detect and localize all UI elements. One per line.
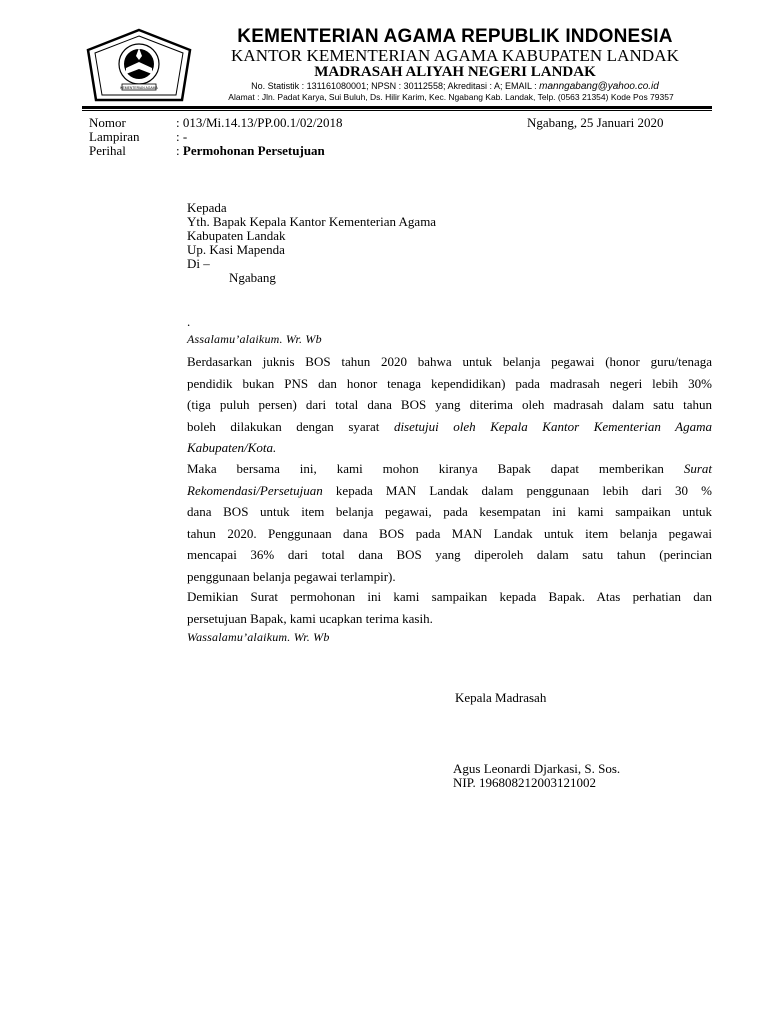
p2-line-5: mencapai 36% dari total dana BOS yang diperoleh dalam satu tahun (perincian: [187, 547, 712, 562]
recipient-line-4: Up. Kasi Mapenda: [187, 242, 285, 257]
p2-line-4: tahun 2020. Penggunaan dana BOS pada MAN Landak untuk item belanja pegawai: [187, 525, 712, 541]
perihal-value: [176, 144, 325, 158]
p2-line-6: penggunaan belanja pegawai terlampir).: [187, 568, 396, 584]
paragraph-3: [187, 586, 712, 629]
recipient-line-3: Kabupaten Landak: [187, 228, 286, 243]
school-stats: [210, 81, 700, 92]
stats-text: No. Statistik : 131161080001; NPSN : 30112558; Akreditasi : A; EMAIL :: [251, 81, 540, 91]
nomor-value: : 013/Mi.14.13/PP.00.1/02/2018: [176, 115, 343, 130]
recipient-line-1: Kepada: [187, 200, 227, 215]
closing-greeting: Wassalamu’alaikum. Wr. Wb: [187, 630, 330, 644]
p1-line-5: Kabupaten/Kota.: [187, 440, 277, 455]
p2-line-3: dana BOS untuk item belanja pegawai, pada kesempatan ini kami sampaikan untuk: [187, 504, 712, 519]
school-heading: MADRASAH ALIYAH NEGERI LANDAK: [314, 64, 596, 80]
signature-name: Agus Leonardi Djarkasi, S. Sos.: [453, 761, 621, 776]
perihal-colon: :: [176, 143, 183, 158]
p2-line-2: [187, 480, 712, 502]
p1-line-3: (tiga puluh persen) dari total dana BOS yang diterima oleh madrasah dalam satu tahun: [187, 397, 712, 412]
stray-dot: .: [187, 314, 191, 329]
p1-line-2: pendidik bukan PNS dan honor tenaga kependidikan) pada madrasah negeri lebih 30%: [187, 375, 712, 391]
nomor-label: Nomor: [89, 115, 126, 130]
ministry-logo: [86, 28, 192, 102]
paragraph-2: [187, 458, 712, 587]
email-address: manngabang@yahoo.co.id: [539, 81, 659, 92]
lampiran-label: Lampiran: [89, 129, 140, 144]
letter-date: Ngabang, 25 Januari 2020: [527, 115, 664, 130]
p2-line-2-text: kepada MAN Landak dalam penggunaan lebih dari 30 %: [322, 482, 712, 498]
p1-line-4: [187, 416, 712, 438]
ministry-heading: KEMENTERIAN AGAMA REPUBLIK INDONESIA: [237, 26, 673, 47]
p2-line-1: [187, 458, 712, 480]
perihal-subject: Permohonan Persetujuan: [182, 143, 325, 158]
p1-line-4-text: boleh dilakukan dengan syarat: [187, 418, 394, 434]
school-address: Alamat : Jln. Padat Karya, Sui Buluh, Ds. Hilir Karim, Kec. Ngabang Kab. Landak, Telp. (0563 21354) Kode Pos 79357: [228, 92, 674, 102]
perihal-label: Perihal: [89, 143, 126, 158]
p2-line-1-text: Maka bersama ini, kami mohon kiranya Bapak dapat memberikan: [187, 461, 684, 476]
p1-line-4-italic: disetujui oleh Kepala Kantor Kementerian Agama: [393, 418, 712, 434]
p2-line-1-italic: Surat: [683, 461, 712, 476]
p2-line-2-italic: Rekomendasi/Persetujuan: [187, 482, 323, 498]
greeting: Assalamu’alaikum. Wr. Wb: [187, 332, 322, 346]
office-heading: KANTOR KEMENTERIAN AGAMA KABUPATEN LANDAK: [230, 46, 679, 65]
lampiran-value: : -: [176, 129, 188, 144]
recipient-line-6: Ngabang: [229, 270, 276, 285]
letterhead-rule-thin: [82, 110, 712, 111]
recipient-line-5: Di –: [187, 256, 210, 271]
letterhead-rule-thick: [82, 106, 712, 109]
paragraph-1: [187, 351, 712, 459]
recipient-line-2: Yth. Bapak Kepala Kantor Kementerian Agama: [187, 214, 437, 229]
p1-line-1: Berdasarkan juknis BOS tahun 2020 bahwa untuk belanja pegawai (honor guru/tenaga: [187, 354, 712, 369]
p3-line-1: Demikian Surat permohonan ini kami sampaikan kepada Bapak. Atas perhatian dan: [187, 589, 712, 604]
logo-text: KEMENTERIAN AGAMA: [120, 86, 158, 90]
p3-line-2: persetujuan Bapak, kami ucapkan terima kasih.: [187, 610, 433, 626]
signature-title: Kepala Madrasah: [455, 690, 547, 705]
signature-nip: NIP. 196808212003121002: [453, 775, 597, 790]
